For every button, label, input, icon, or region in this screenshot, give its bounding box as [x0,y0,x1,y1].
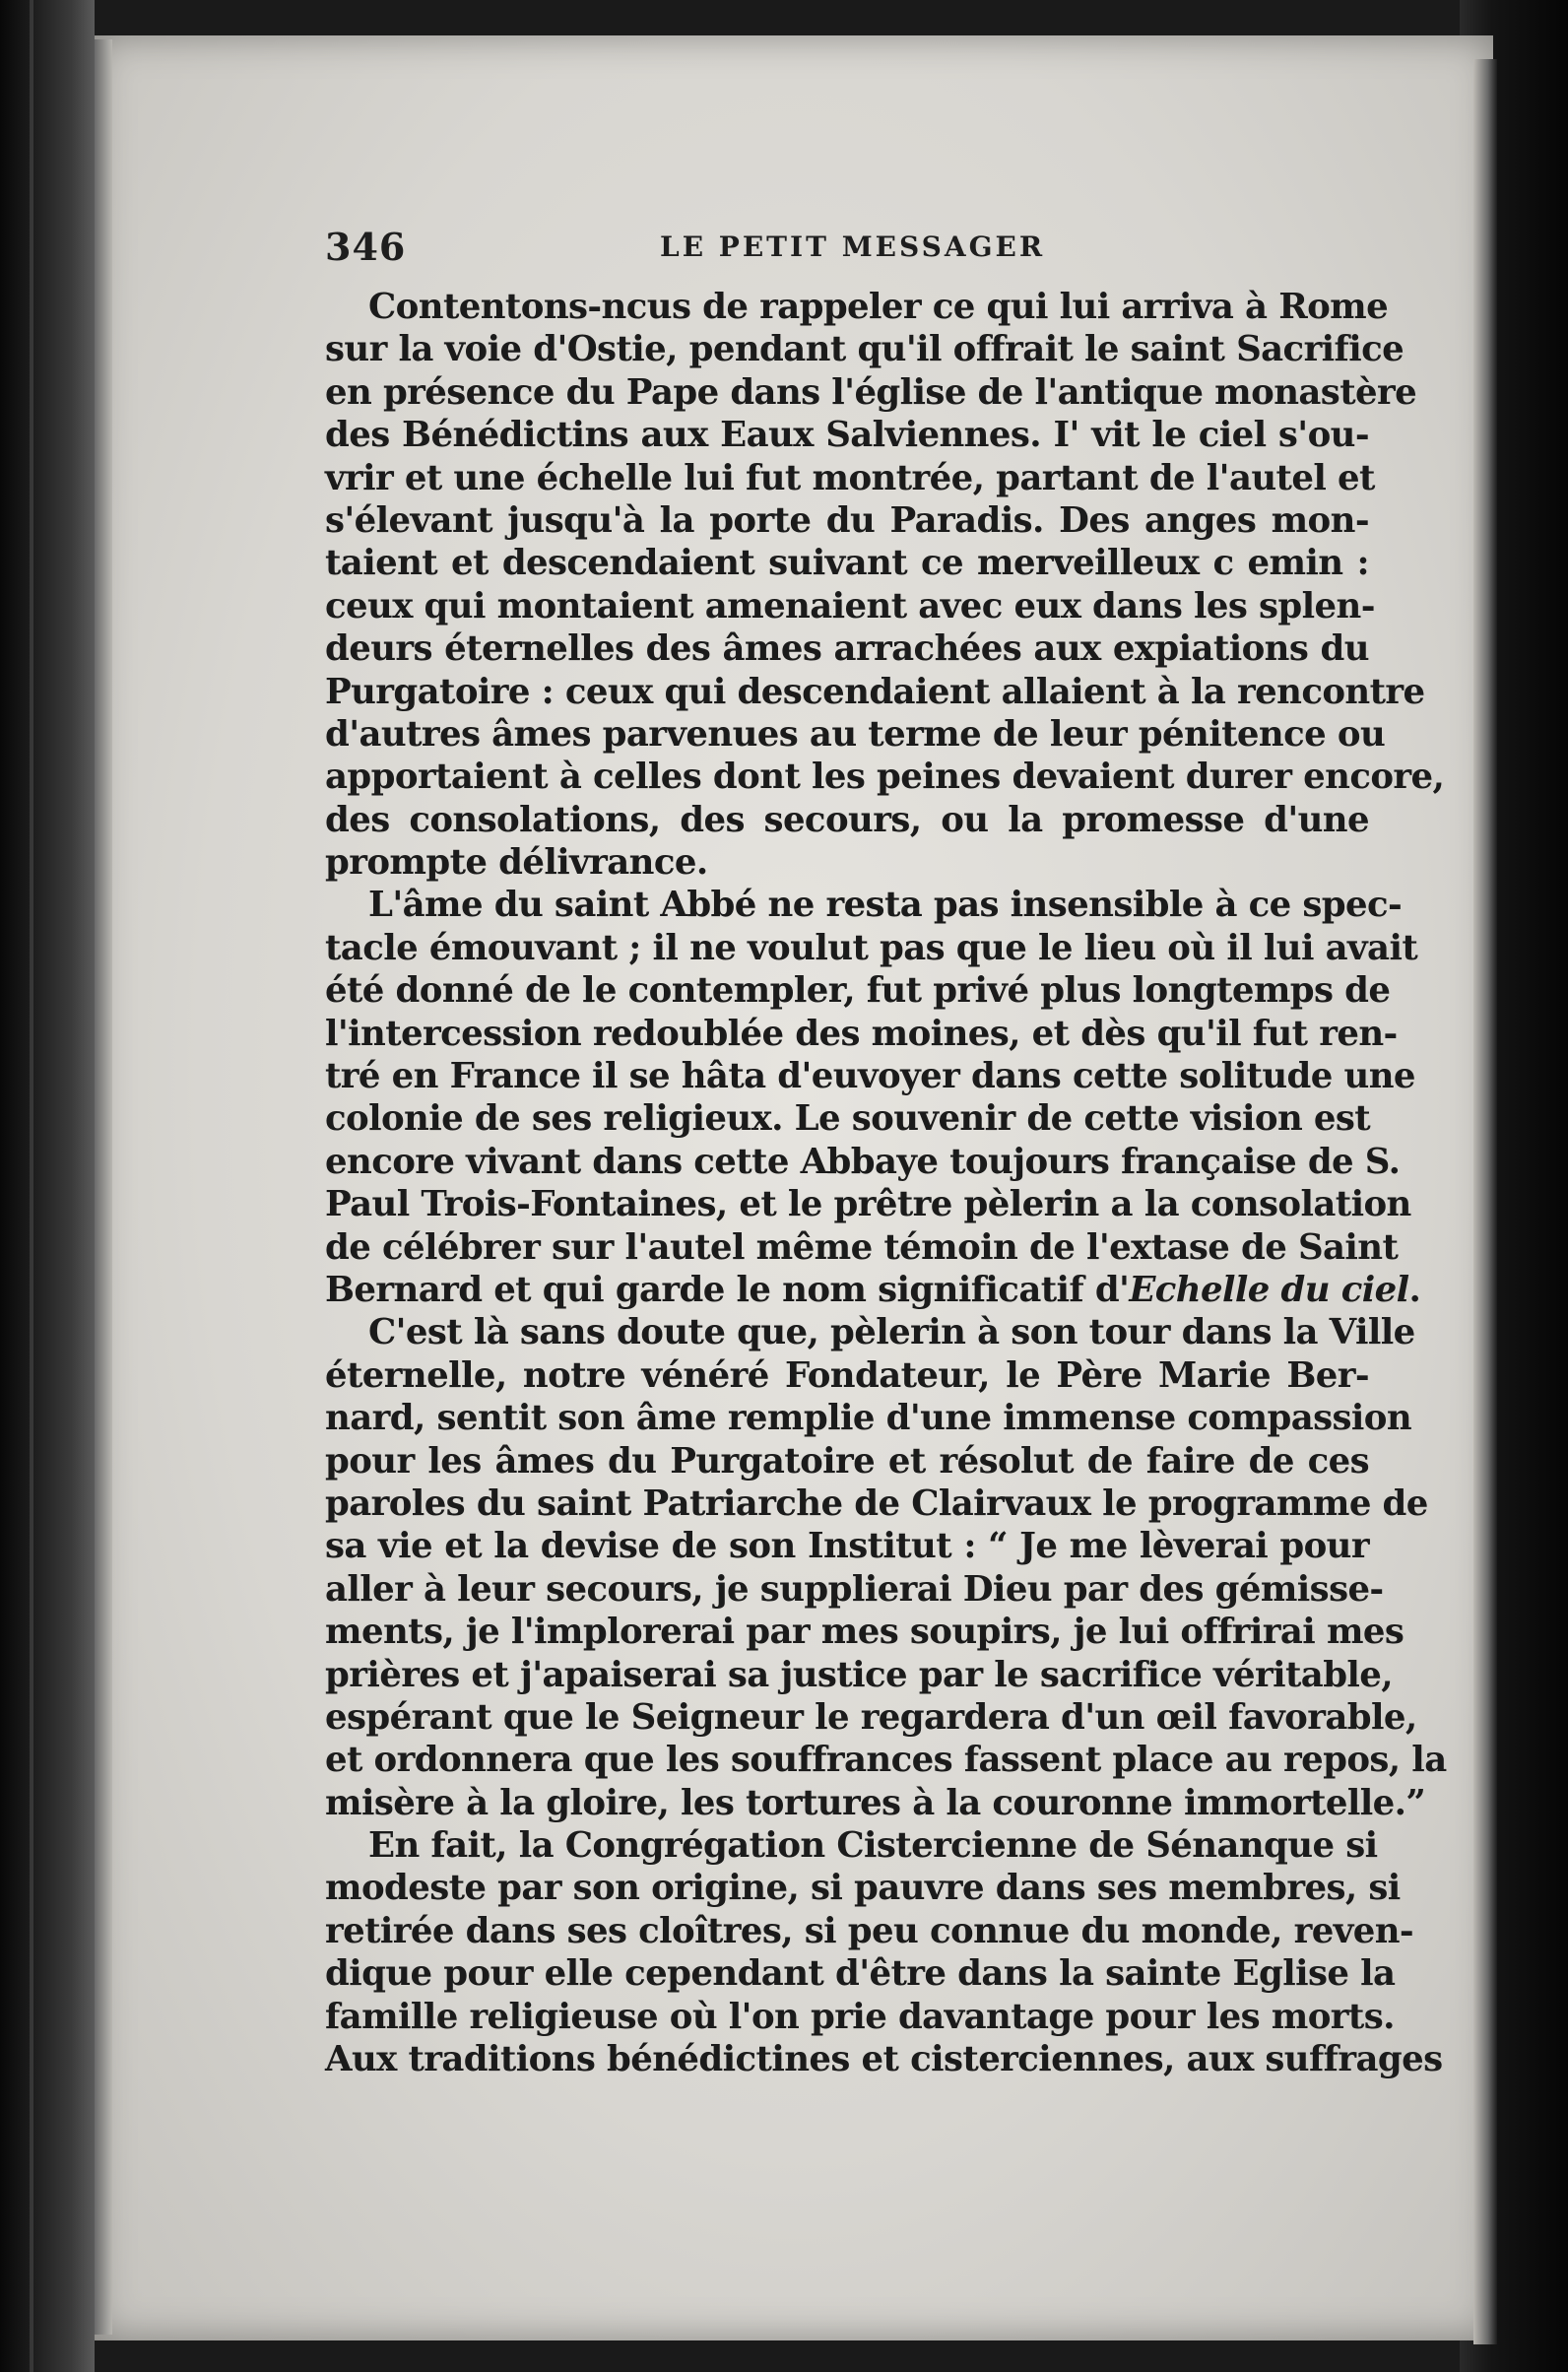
text-line: pour les âmes du Purgatoire et résolut de faire de ces [325,1440,1369,1482]
text-line: En fait, la Congrégation Cistercienne de Sénanque si [368,1825,1378,1867]
paragraph [325,286,1445,884]
text-line: ments, je l'implorerai par mes soupirs, je lui offrirai mes [325,1612,1405,1653]
text-line: et ordonnera que les souffrances fassent place au repos, la [325,1740,1447,1781]
text-line: éternelle, notre vénéré Fondateur, le Père Marie Ber- [325,1354,1369,1396]
text-line: taient et descendaient suivant ce merveilleux c emin : [325,543,1369,584]
text-line: dique pour elle cependant d'être dans la sainte Eglise la [325,1953,1396,1995]
italic-phrase: Echelle du ciel [1129,1269,1409,1310]
paragraph [325,884,1421,1311]
text-line: espérant que le Seigneur le regardera d'un œil favorable, [325,1696,1417,1738]
text-line-with-italic [325,1269,1421,1311]
text-line: l'intercession redoublée des moines, et dès qu'il fut ren- [325,1013,1398,1054]
text-line: vrir et une échelle lui fut montrée, partant de l'autel et [325,457,1375,498]
text-line: apportaient à celles dont les peines devaient durer encore, [325,757,1445,798]
film-border-left [0,0,95,2372]
text-line: tacle émouvant ; il ne voulut pas que le lieu où il lui avait [325,927,1418,968]
text-line: prières et j'apaiserai sa justice par le sacrifice véritable, [325,1654,1394,1695]
page-header [325,225,1373,276]
text-line: des Bénédictins aux Eaux Salviennes. I' vit le ciel s'ou- [325,415,1369,456]
text-line: s'élevant jusqu'à la porte du Paradis. Des anges mon- [325,499,1369,541]
text-line: sa vie et la devise de son Institut : “ Je me lèverai pour [325,1526,1369,1567]
text-line: colonie de ses religieux. Le souvenir de cette vision est [325,1098,1371,1140]
text-line: encore vivant dans cette Abbaye toujours française de S. [325,1141,1401,1182]
text-line: de célébrer sur l'autel même témoin de l'extase de Saint [325,1226,1399,1268]
text-line: modeste par son origine, si pauvre dans ses membres, si [325,1868,1401,1909]
text-line: Purgatoire : ceux qui descendaient allaient à la rencontre [325,671,1425,712]
text-line: des consolations, des secours, ou la promesse d'une [325,799,1369,840]
text-line: nard, sentit son âme remplie d'une immense compassion [325,1398,1412,1439]
text-line: C'est là sans doute que, pèlerin à son tour dans la Ville [368,1312,1415,1353]
text-line: famille religieuse où l'on prie davantage pour les morts. [325,1996,1395,2037]
text-line: été donné de le contempler, fut privé plus longtemps de [325,970,1391,1012]
page-number: 346 [325,225,407,269]
text-line: Contentons-ncus de rappeler ce qui lui arriva à Rome [368,287,1389,327]
text-line: paroles du saint Patriarche de Clairvaux le programme de [325,1482,1428,1524]
paragraph [325,1824,1443,2080]
running-head: LE PETIT MESSAGER [660,231,1046,263]
text-line: sur la voie d'Ostie, pendant qu'il offrait le saint Sacrifice [325,329,1405,370]
body-text [325,286,1447,2080]
paragraph [325,1311,1447,1824]
text-line: ceux qui montaient amenaient avec eux dans les splen- [325,585,1375,626]
text-line: misère à la gloire, les tortures à la couronne immortelle.” [325,1782,1426,1823]
text-line: retirée dans ses cloîtres, si peu connue du monde, reven- [325,1910,1414,1951]
text-line: Paul Trois-Fontaines, et le prêtre pèlerin a la consolation [325,1184,1411,1225]
text-line: tré en France il se hâta d'euvoyer dans cette solitude une [325,1056,1415,1097]
text-line: d'autres âmes parvenues au terme de leur pénitence ou [325,713,1386,755]
text-line: deurs éternelles des âmes arrachées aux expiations du [325,628,1369,670]
text-segment: Bernard et qui garde le nom significatif d' [325,1269,1130,1310]
text-line: prompte délivrance. [325,842,708,884]
text-line: L'âme du saint Abbé ne resta pas insensible à ce spec- [368,885,1403,926]
text-line: en présence du Pape dans l'église de l'antique monastère [325,371,1417,413]
text-line: aller à leur secours, je supplierai Dieu par des gémisse- [325,1568,1384,1610]
page-gutter-shadow [95,39,112,2335]
page-edge-shadow [1473,59,1497,2344]
text-segment: . [1408,1269,1421,1310]
text-line: Aux traditions bénédictines et cisterciennes, aux suffrages [325,2039,1443,2080]
